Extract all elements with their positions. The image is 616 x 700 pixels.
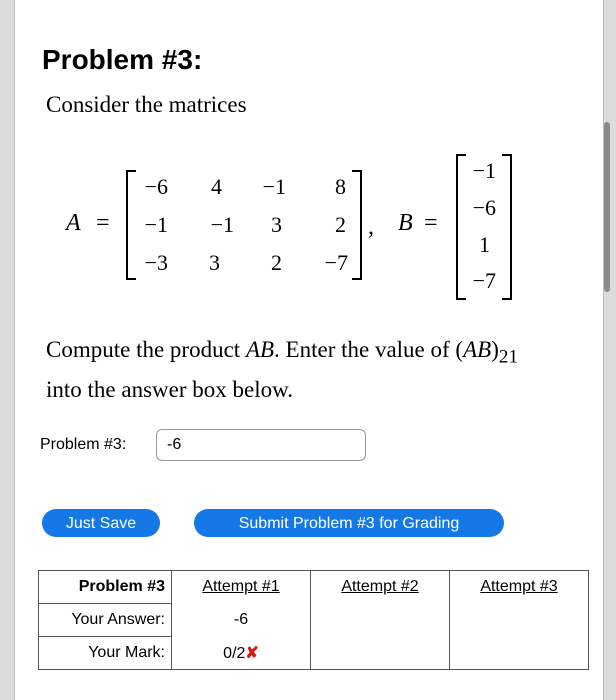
attempt-1-link[interactable]: Attempt #1 (202, 578, 280, 596)
matrix-a-equals: = (96, 210, 110, 236)
just-save-button[interactable]: Just Save (42, 509, 160, 537)
attempt-3-mark (450, 637, 589, 670)
attempt-1-mark-value: 0/2 (223, 644, 246, 662)
your-answer-label: Your Answer: (39, 604, 172, 637)
matrix-a-cell: −7 (324, 250, 348, 275)
answer-label: Problem #3: (40, 436, 127, 453)
attempts-table (38, 570, 589, 670)
table-row (39, 604, 589, 637)
matrix-a-cell: 3 (271, 212, 282, 237)
problem-instructions: Compute the product AB. Enter the value of $(AB)_{21}$ into the answer box below. (46, 337, 519, 402)
matrix-a-cell: 4 (211, 174, 222, 199)
attempt-2-link[interactable]: Attempt #2 (341, 578, 419, 596)
problem-title: Problem #3: (42, 44, 203, 75)
matrix-a-cell: −6 (144, 174, 168, 199)
matrix-a-right-bracket (352, 170, 362, 280)
wrong-x-icon: ✘ (245, 644, 259, 662)
attempt-3-answer (450, 604, 589, 637)
matrix-a-cell: 8 (335, 174, 346, 199)
matrix-a-cell: −1 (210, 212, 234, 237)
matrix-b-right-bracket (502, 154, 512, 300)
attempt-2-mark (311, 637, 450, 670)
table-row (39, 571, 589, 604)
answer-input[interactable] (156, 429, 366, 461)
matrix-b-cell: −1 (472, 158, 496, 183)
matrix-b-cell: −7 (472, 268, 496, 293)
matrix-a-label: A (66, 210, 81, 236)
attempt-2-answer (311, 604, 450, 637)
matrix-b-equals: = (424, 210, 438, 236)
submit-grading-button[interactable]: Submit Problem #3 for Grading (194, 509, 504, 537)
attempt-1-mark (172, 637, 311, 670)
scrollbar[interactable] (604, 122, 610, 292)
matrix-a-cell: 2 (335, 212, 346, 237)
matrix-a-cell: 2 (271, 250, 282, 275)
your-mark-label: Your Mark: (39, 637, 172, 670)
matrix-a-cell: −3 (144, 250, 168, 275)
attempts-header: Problem #3 (39, 571, 172, 604)
table-row (39, 637, 589, 670)
matrix-b-label: B (398, 210, 413, 236)
attempt-1-answer: -6 (172, 604, 311, 637)
problem-intro: Consider the matrices (46, 92, 247, 117)
matrix-b-cell: −6 (472, 195, 496, 220)
matrix-separator-comma: , (368, 214, 374, 240)
matrix-a-cell: 3 (209, 250, 220, 275)
attempt-3-link[interactable]: Attempt #3 (480, 578, 558, 596)
matrix-b-cell: 1 (479, 232, 490, 257)
matrix-a-cell: −1 (262, 174, 286, 199)
matrix-a-cell: −1 (144, 212, 168, 237)
